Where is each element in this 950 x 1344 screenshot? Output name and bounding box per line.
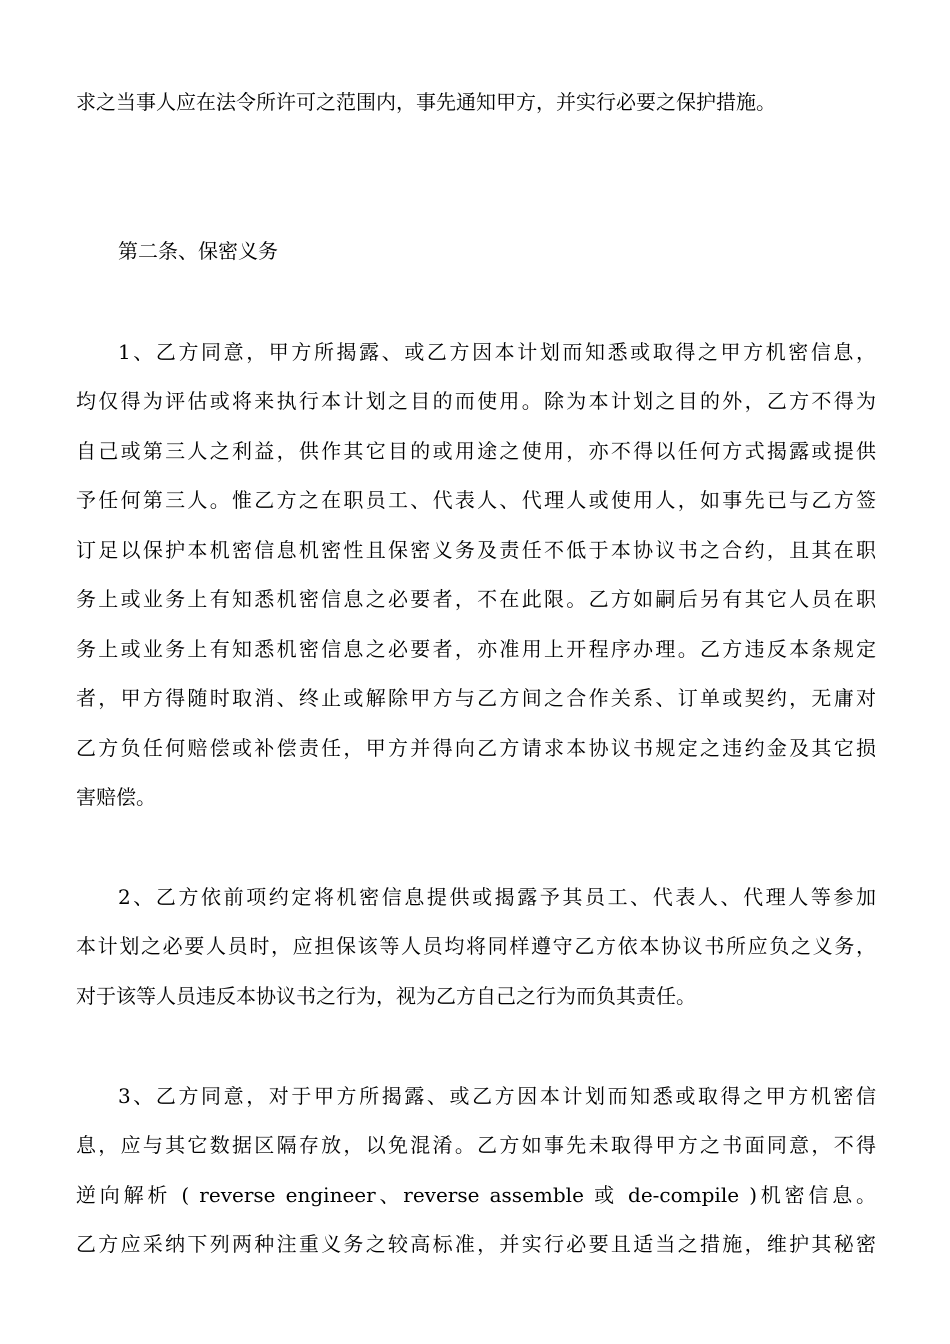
paragraph-1-line-6: 务上或业务上有知悉机密信息之必要者，不在此限。乙方如嗣后另有其它人员在职 (76, 587, 876, 611)
paragraph-2-line-1: 2、乙方依前项约定将机密信息提供或揭露予其员工、代表人、代理人等参加 (118, 885, 876, 909)
paragraph-1-line-9: 乙方负任何赔偿或补偿责任，甲方并得向乙方请求本协议书规定之违约金及其它损 (76, 736, 876, 760)
paragraph-1-line-8: 者，甲方得随时取消、终止或解除甲方与乙方间之合作关系、订单或契约，无庸对 (76, 686, 876, 710)
paragraph-1-line-7: 务上或业务上有知悉机密信息之必要者，亦准用上开程序办理。乙方违反本条规定 (76, 637, 876, 661)
paragraph-3-line-4: 乙方应采纳下列两种注重义务之较高标准，并实行必要且适当之措施，维护其秘密 (76, 1232, 876, 1256)
paragraph-2-line-2: 本计划之必要人员时，应担保该等人员均将同样遵守乙方依本协议书所应负之义务， (76, 934, 876, 958)
continuation-line-1: 求之当事人应在法令所许可之范围内，事先通知甲方，并实行必要之保护措施。 (76, 90, 776, 114)
paragraph-3-line-1: 3、乙方同意，对于甲方所揭露、或乙方因本计划而知悉或取得之甲方机密信 (118, 1084, 876, 1108)
article-2-heading: 第二条、保密义务 (118, 239, 278, 263)
paragraph-1-line-4: 予任何第三人。惟乙方之在职员工、代表人、代理人或使用人，如事先已与乙方签 (76, 488, 876, 512)
paragraph-1-line-10: 害赔偿。 (76, 785, 156, 809)
paragraph-1-line-2: 均仅得为评估或将来执行本计划之目的而使用。除为本计划之目的外，乙方不得为 (76, 389, 876, 413)
paragraph-1-line-5: 订足以保护本机密信息机密性且保密义务及责任不低于本协议书之合约，且其在职 (76, 538, 876, 562)
paragraph-1-line-1: 1、乙方同意，甲方所揭露、或乙方因本计划而知悉或取得之甲方机密信息， (118, 340, 876, 364)
paragraph-2-line-3: 对于该等人员违反本协议书之行为，视为乙方自己之行为而负其责任。 (76, 984, 696, 1008)
paragraph-3-line-2: 息，应与其它数据区隔存放，以免混淆。乙方如事先未取得甲方之书面同意，不得 (76, 1133, 876, 1157)
paragraph-3-line-3: 逆向解析 ( reverse engineer、reverse assemble 或 de-compile )机密信息。 (76, 1183, 876, 1207)
paragraph-1-line-3: 自己或第三人之利益，供作其它目的或用途之使用，亦不得以任何方式揭露或提供 (76, 439, 876, 463)
